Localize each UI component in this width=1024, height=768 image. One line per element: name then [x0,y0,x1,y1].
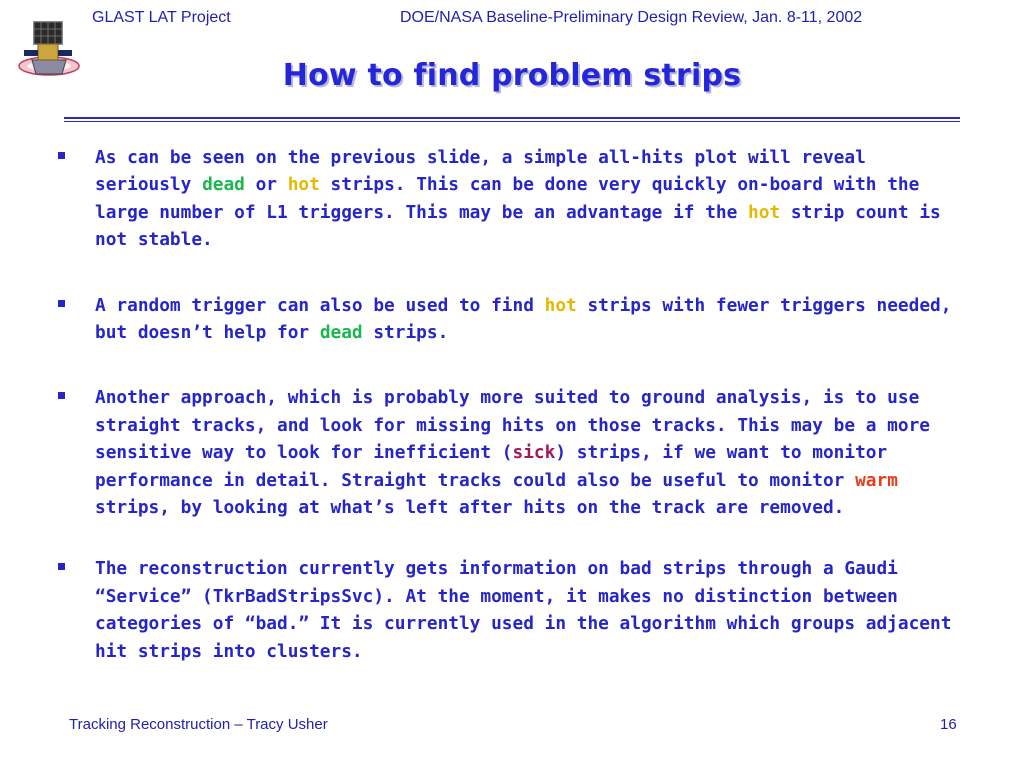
bullet-text: strips. [362,322,449,344]
page-number: 16 [940,716,957,733]
bullet-text: strips, by looking at what’s left after hits on the track are removed. [95,497,845,519]
square-bullet-icon [58,152,65,159]
header-project: GLAST LAT Project [92,9,231,26]
title-rule-bottom [64,121,960,122]
highlight-hot: hot [544,294,577,316]
square-bullet-icon [58,392,65,399]
bullet-text: The reconstruction currently gets information on bad strips through a Gaudi “Service” (TkrBadStripsSvc). At the moment, it makes no distinction between categories of “bad.” It is currently used in the algorithm which groups adjacent hit strips into clusters. [95,558,952,662]
footer-presenter: Tracking Reconstruction – Tracy Usher [69,716,328,733]
highlight-hot: hot [748,201,781,223]
highlight-sick: sick [512,442,556,464]
bullet-list [58,144,966,665]
bullet-text: strips. This can be done very quickly on-board with the large number of L1 triggers. This may be an advantage if the [95,174,920,223]
square-bullet-icon [58,300,65,307]
slide-title: How to find problem strips [282,58,742,93]
bullet-text: strip count is not stable. [95,201,941,251]
header-review: DOE/NASA Baseline-Preliminary Design Review, Jan. 8-11, 2002 [400,9,863,26]
bullet-item [58,144,966,254]
bullet-text: Another approach, which is probably more suited to ground analysis, is to use straight tracks, and look for missing hits on those tracks. This may be a more sensitive way to look for inefficient ( [95,387,931,464]
highlight-dead: dead [202,174,245,196]
bullet-text: or [244,174,288,196]
square-bullet-icon [58,563,65,570]
bullet-item [58,292,966,347]
title-rule-top [64,117,960,119]
highlight-dead: dead [319,322,363,344]
bullet-text: strips with fewer triggers needed, but doesn’t help for [95,294,952,344]
bullet-item [58,555,966,665]
highlight-warm: warm [855,469,898,491]
bullet-item [58,384,966,521]
bullet-text: As can be seen on the previous slide, a simple all-hits plot will reveal seriously [95,147,866,196]
bullet-text: ) strips, if we want to monitor performance in detail. Straight tracks could also be useful to monitor [95,442,888,491]
highlight-hot: hot [287,174,320,196]
bullet-text: A random trigger can also be used to find [95,294,545,316]
